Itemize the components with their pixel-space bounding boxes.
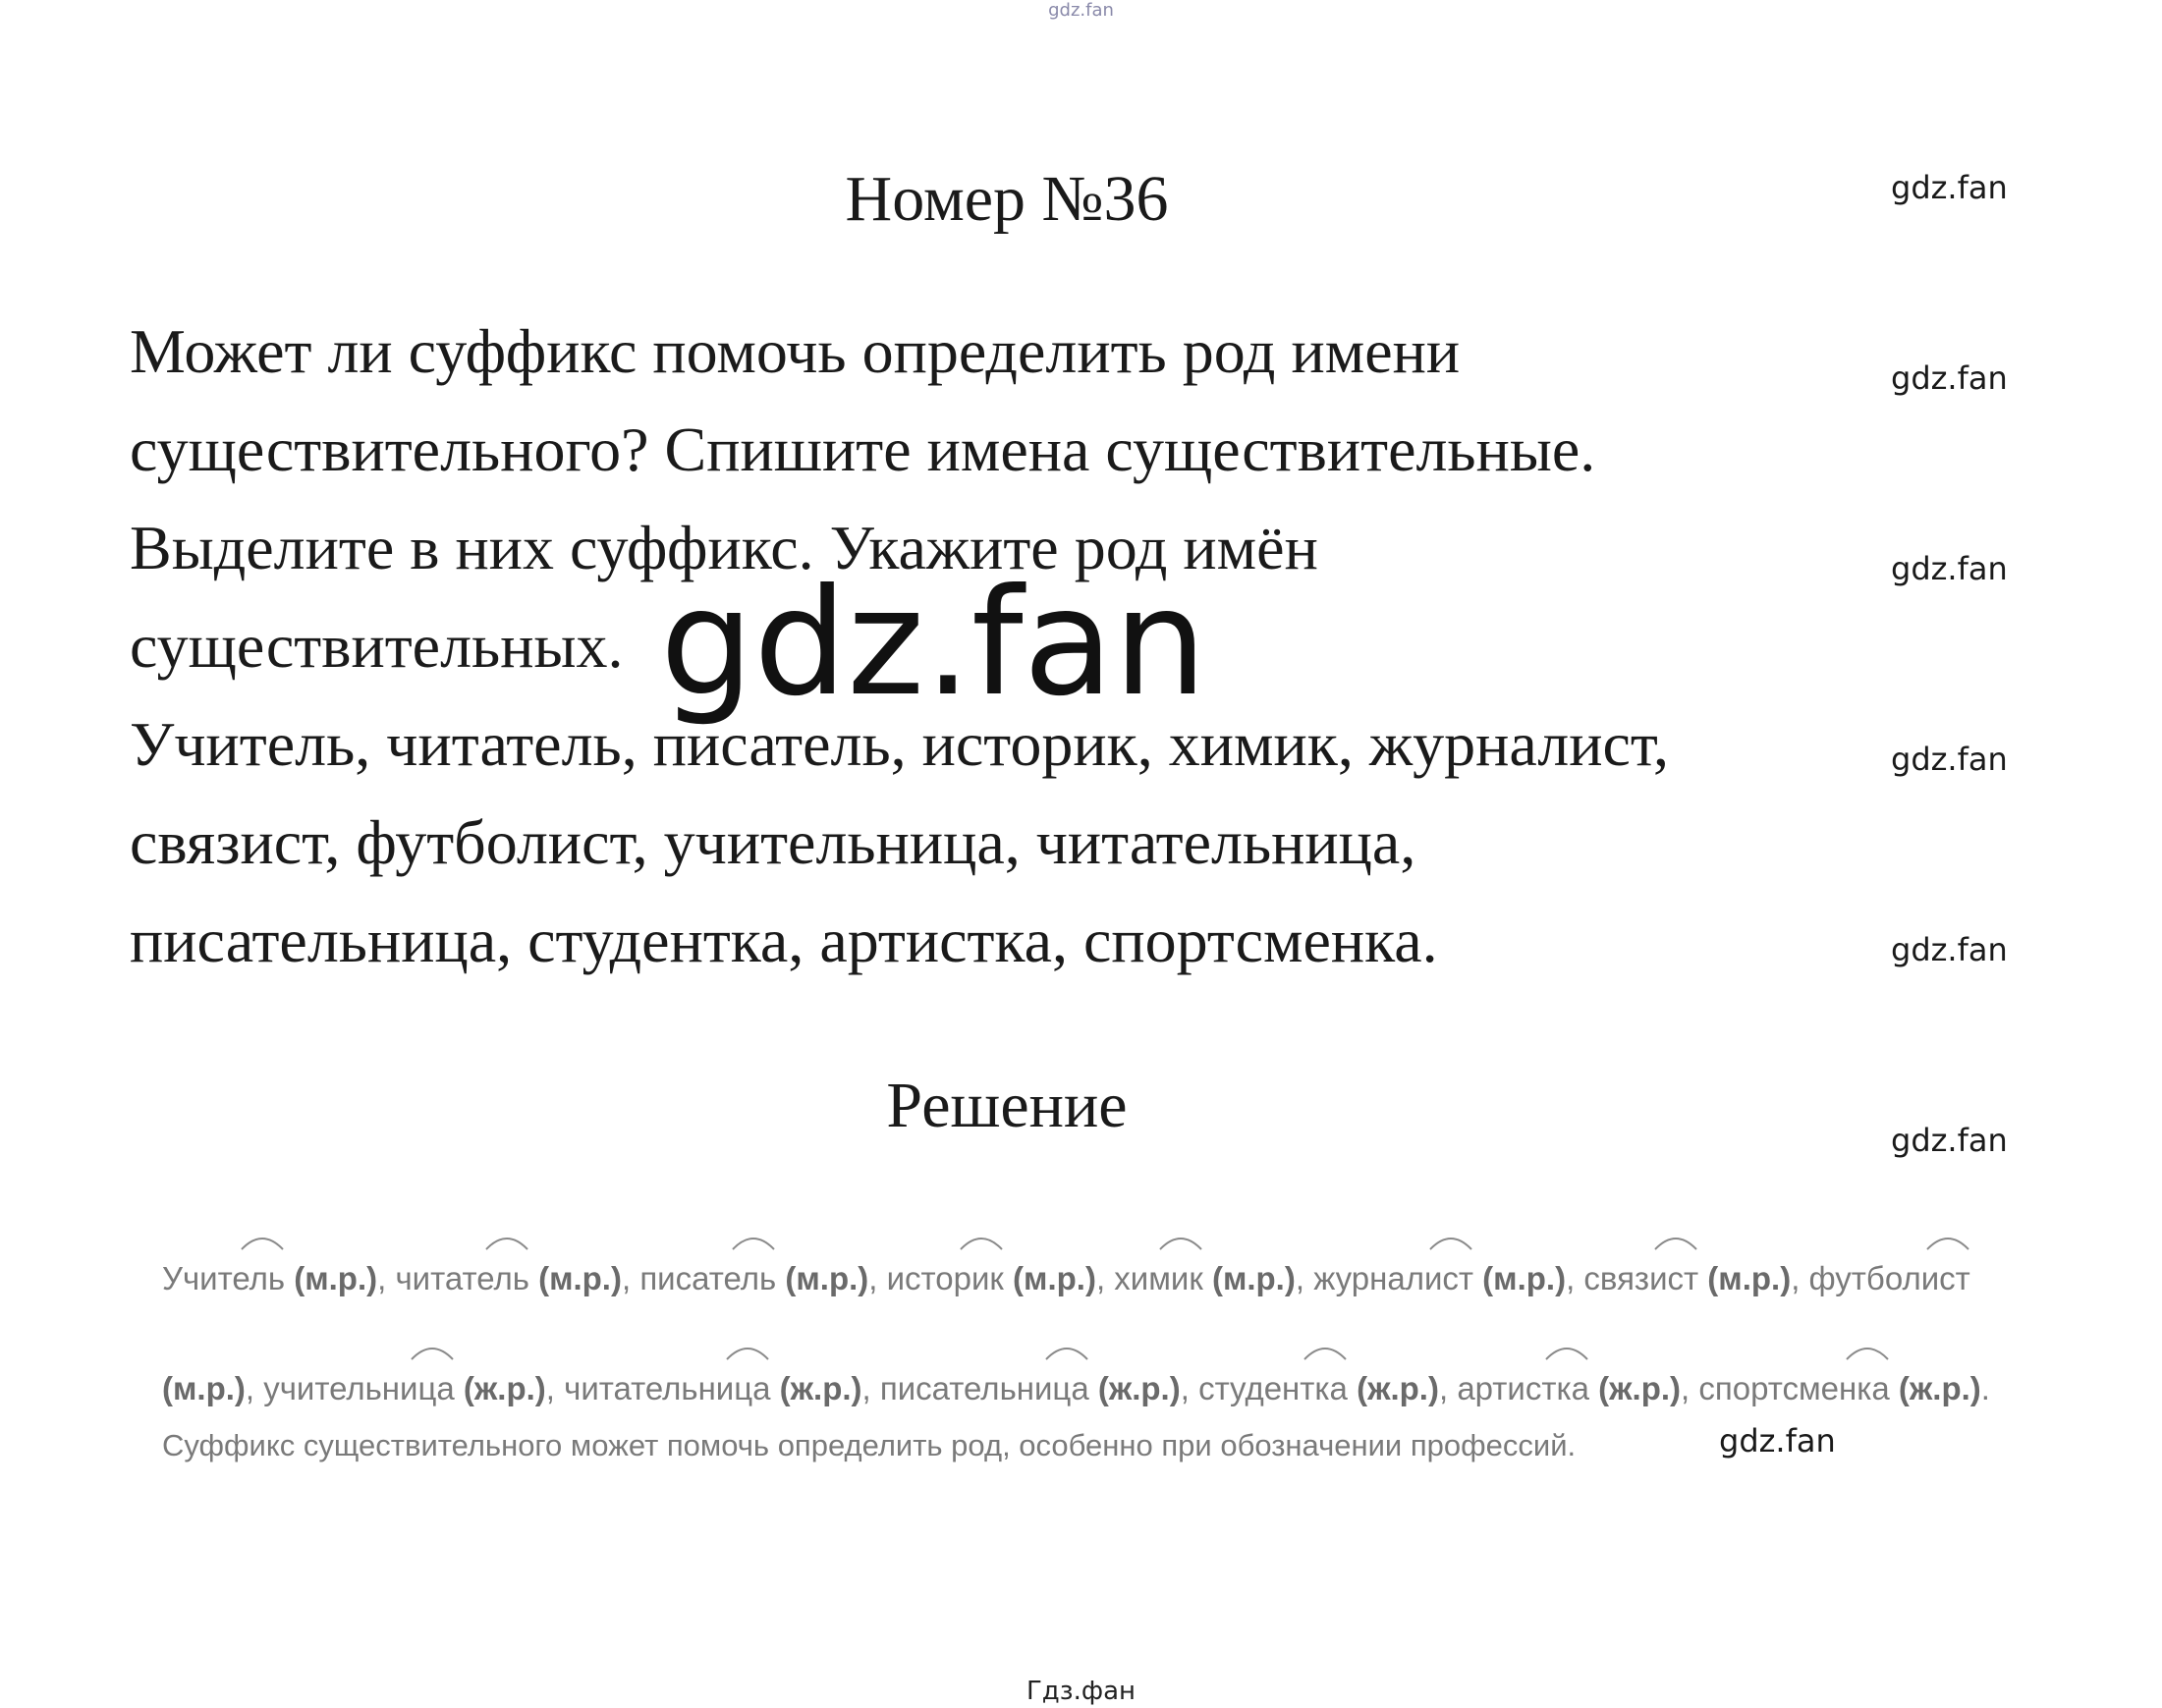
solution-word: читатель [395, 1259, 528, 1298]
task-line: Может ли суффикс помочь определить род имени [130, 316, 1461, 386]
suffix-arc-icon [410, 1340, 455, 1363]
suffix-arc-icon [1845, 1340, 1890, 1363]
solution-line-1: Учитель (м.р.), читатель (м.р.), писатель (м.р.), историк (м.р.), химик (м.р.), журналист (м.р.), связист (м.р.), футболист [162, 1259, 1970, 1298]
solution-word: Учитель [162, 1259, 285, 1298]
solution-word: связист [1583, 1259, 1698, 1298]
solution-word: студентка [1198, 1369, 1348, 1408]
solution-word: журналист [1313, 1259, 1473, 1298]
gender-label: (м.р.) [1211, 1260, 1296, 1296]
gender-label: (м.р.) [538, 1260, 622, 1296]
gender-label: (ж.р.) [1357, 1370, 1439, 1406]
gender-label: (ж.р.) [779, 1370, 862, 1406]
suffix-arc-icon [1653, 1230, 1698, 1253]
suffix-arc-icon [484, 1230, 529, 1253]
bottom-watermark: Гдз.фан [1026, 1677, 1136, 1706]
gender-label: (м.р.) [1707, 1260, 1792, 1296]
gender-label: (м.р.) [294, 1260, 378, 1296]
task-line: писательница, студентка, артистка, спортсменка. [130, 906, 1438, 975]
gender-label: (м.р.) [162, 1370, 246, 1406]
gender-label: (м.р.) [785, 1260, 869, 1296]
solution-line-2: (м.р.), учительница (ж.р.), читательница (ж.р.), писательница (ж.р.), студентка (ж.р.), артистка (ж.р.), спортсменка (ж.р.). [162, 1369, 1990, 1408]
solution-word: читательница [564, 1369, 770, 1408]
side-watermark: gdz.fan [1891, 741, 2008, 778]
suffix-arc-icon [1925, 1230, 1970, 1253]
suffix-arc-icon [725, 1340, 770, 1363]
side-watermark: gdz.fan [1891, 1122, 2008, 1159]
side-watermark: gdz.fan [1891, 550, 2008, 587]
solution-word: писатель [639, 1259, 776, 1298]
solution-title: Решение [886, 1070, 1128, 1141]
solution-word: спортсменка [1698, 1369, 1889, 1408]
gender-label: (ж.р.) [1097, 1370, 1181, 1406]
gender-label: (м.р.) [1482, 1260, 1567, 1296]
gender-label: (ж.р.) [1898, 1370, 1981, 1406]
task-line: Выделите в них суффикс. Укажите род имён [130, 513, 1318, 582]
suffix-arc-icon [1044, 1340, 1089, 1363]
solution-word: футболист [1809, 1259, 1970, 1298]
suffix-arc-icon [240, 1230, 285, 1253]
side-watermark: gdz.fan [1891, 169, 2008, 206]
page-title: Номер №36 [845, 163, 1169, 235]
task-line: существительных. [130, 611, 624, 681]
solution-word: артистка [1457, 1369, 1589, 1408]
big-watermark: gdz.fan [660, 558, 1207, 729]
suffix-arc-icon [1428, 1230, 1473, 1253]
gender-label: (м.р.) [1013, 1260, 1096, 1296]
task-line: существительного? Спишите имена существительные. [130, 414, 1596, 484]
solution-word: историк [887, 1259, 1004, 1298]
solution-word: химик [1114, 1259, 1203, 1298]
top-watermark: gdz.fan [1048, 0, 1114, 21]
side-watermark: gdz.fan [1891, 931, 2008, 968]
side-watermark: gdz.fan [1891, 359, 2008, 397]
suffix-arc-icon [731, 1230, 776, 1253]
solution-note: Суффикс существительного может помочь определить род, особенно при обозначении профессий. [162, 1428, 1577, 1462]
suffix-arc-icon [1303, 1340, 1348, 1363]
note-watermark: gdz.fan [1719, 1422, 1836, 1460]
suffix-arc-icon [959, 1230, 1004, 1253]
task-line: связист, футболист, учительница, читательница, [130, 807, 1416, 877]
gender-label: (ж.р.) [1598, 1370, 1682, 1406]
suffix-arc-icon [1544, 1340, 1589, 1363]
task-line: Учитель, читатель, писатель, историк, химик, журналист, [130, 709, 1670, 779]
gender-label: (ж.р.) [463, 1370, 546, 1406]
suffix-arc-icon [1158, 1230, 1203, 1253]
solution-word: учительница [263, 1369, 455, 1408]
solution-word: писательница [880, 1369, 1089, 1408]
